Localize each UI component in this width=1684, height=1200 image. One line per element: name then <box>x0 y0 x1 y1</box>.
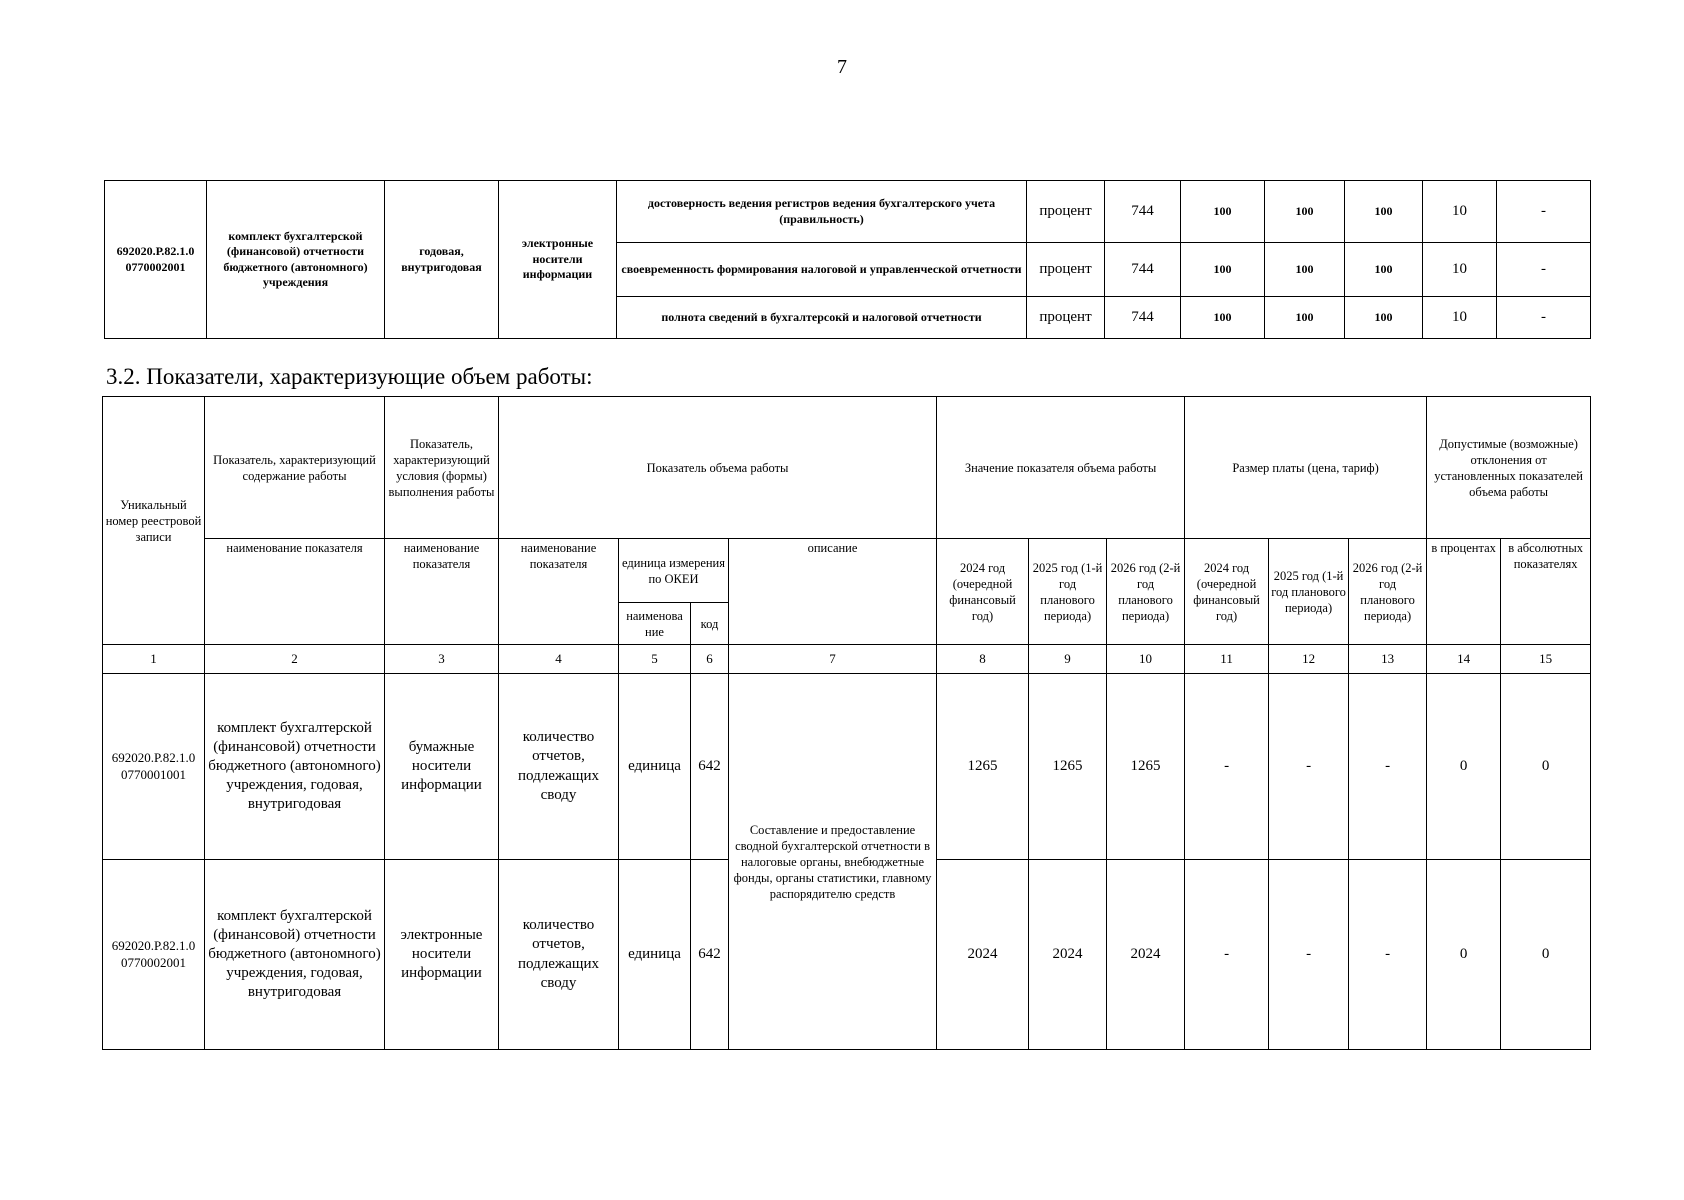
column-number: 12 <box>1269 645 1349 674</box>
indicator-cell: количество отчетов, подлежащих своду <box>499 860 619 1050</box>
deviation-percent-cell: 10 <box>1423 243 1497 297</box>
deviation-absolute-cell: - <box>1497 297 1591 339</box>
column-number: 10 <box>1107 645 1185 674</box>
content-cell: комплект бухгалтерской (финансовой) отчетности бюджетного (автономного) учреждения, годовая, внутригодовая <box>205 860 385 1050</box>
deviation-percent-cell: 0 <box>1427 674 1501 860</box>
code-cell: 642 <box>691 674 729 860</box>
column-number: 3 <box>385 645 499 674</box>
value-2025-cell: 1265 <box>1029 674 1107 860</box>
column-number: 2 <box>205 645 385 674</box>
deviation-absolute-cell: - <box>1497 243 1591 297</box>
header-okei-unit: единица измерения по ОКЕИ <box>619 539 729 603</box>
code-cell: 744 <box>1105 297 1181 339</box>
column-numbers-row <box>103 645 1591 674</box>
column-number: 6 <box>691 645 729 674</box>
value-2025-cell: 100 <box>1265 297 1345 339</box>
column-number: 7 <box>729 645 937 674</box>
deviation-absolute-cell: - <box>1497 181 1591 243</box>
value-2025-cell: 2024 <box>1029 860 1107 1050</box>
header-deviations: Допустимые (возможные) отклонения от установленных показателей объема работы <box>1427 397 1591 539</box>
header-volume-indicator: Показатель объема работы <box>499 397 937 539</box>
column-number: 5 <box>619 645 691 674</box>
header-volume-value: Значение показателя объема работы <box>937 397 1185 539</box>
header-row <box>103 539 1591 603</box>
unit-cell: процент <box>1027 243 1105 297</box>
criterion-cell: достоверность ведения регистров ведения бухгалтерского учета (правильность) <box>617 181 1027 243</box>
header-name-indicator: наименование показателя <box>385 539 499 645</box>
header-in-percent: в процентах <box>1427 539 1501 645</box>
fee-2026-cell: - <box>1349 674 1427 860</box>
column-number: 9 <box>1029 645 1107 674</box>
value-2025-cell: 100 <box>1265 243 1345 297</box>
form-cell: электронные носители информации <box>385 860 499 1050</box>
fee-2025-cell: - <box>1269 674 1349 860</box>
value-2024-cell: 100 <box>1181 297 1265 339</box>
value-2024-cell: 100 <box>1181 243 1265 297</box>
registry-number-cell: 692020.Р.82.1.0 0770002001 <box>103 860 205 1050</box>
volume-indicators-table <box>102 396 1591 1050</box>
header-fee-2026: 2026 год (2-й год планового периода) <box>1349 539 1427 645</box>
header-fee: Размер платы (цена, тариф) <box>1185 397 1427 539</box>
column-number: 14 <box>1427 645 1501 674</box>
header-name-indicator: наименование показателя <box>205 539 385 645</box>
unit-cell: единица <box>619 860 691 1050</box>
header-in-absolute: в абсолютных показателях <box>1501 539 1591 645</box>
form-cell: бумажные носители информации <box>385 674 499 860</box>
header-fee-2024: 2024 год (очередной финансовый год) <box>1185 539 1269 645</box>
code-cell: 744 <box>1105 181 1181 243</box>
deviation-absolute-cell: 0 <box>1501 674 1591 860</box>
header-fee-2025: 2025 год (1-й год планового периода) <box>1269 539 1349 645</box>
value-2026-cell: 100 <box>1345 297 1423 339</box>
criterion-cell: полнота сведений в бухгалтерсокй и налоговой отчетности <box>617 297 1027 339</box>
header-year-2026: 2026 год (2-й год планового периода) <box>1107 539 1185 645</box>
value-2024-cell: 100 <box>1181 181 1265 243</box>
value-2024-cell: 2024 <box>937 860 1029 1050</box>
column-number: 4 <box>499 645 619 674</box>
header-year-2024: 2024 год (очередной финансовый год) <box>937 539 1029 645</box>
quality-indicators-table <box>104 180 1591 339</box>
section-title: 3.2. Показатели, характеризующие объем работы: <box>106 364 593 389</box>
unit-cell: процент <box>1027 181 1105 243</box>
fee-2025-cell: - <box>1269 860 1349 1050</box>
column-number: 8 <box>937 645 1029 674</box>
table-row <box>103 674 1591 860</box>
header-content-indicator: Показатель, характеризующий содержание работы <box>205 397 385 539</box>
header-okei-code: код <box>691 603 729 645</box>
value-2026-cell: 1265 <box>1107 674 1185 860</box>
unit-cell: процент <box>1027 297 1105 339</box>
content-cell: комплект бухгалтерской (финансовой) отчетности бюджетного (автономного) учреждения <box>207 181 385 339</box>
deviation-percent-cell: 10 <box>1423 181 1497 243</box>
header-registry: Уникальный номер реестровой записи <box>103 397 205 645</box>
header-row <box>103 397 1591 539</box>
deviation-absolute-cell: 0 <box>1501 860 1591 1050</box>
code-cell: 744 <box>1105 243 1181 297</box>
value-2025-cell: 100 <box>1265 181 1345 243</box>
header-okei-name: наименова ние <box>619 603 691 645</box>
value-2026-cell: 100 <box>1345 243 1423 297</box>
header-name-indicator: наименование показателя <box>499 539 619 645</box>
fee-2024-cell: - <box>1185 860 1269 1050</box>
criterion-cell: своевременность формирования налоговой и управленческой отчетности <box>617 243 1027 297</box>
code-cell: 642 <box>691 860 729 1050</box>
column-number: 11 <box>1185 645 1269 674</box>
header-conditions-indicator: Показатель, характеризующий условия (формы) выполнения работы <box>385 397 499 539</box>
deviation-percent-cell: 0 <box>1427 860 1501 1050</box>
column-number: 15 <box>1501 645 1591 674</box>
registry-number-cell: 692020.Р.82.1.0 0770002001 <box>105 181 207 339</box>
header-year-2025: 2025 год (1-й год планового периода) <box>1029 539 1107 645</box>
periodicity-cell: годовая, внутригодовая <box>385 181 499 339</box>
value-2024-cell: 1265 <box>937 674 1029 860</box>
header-description: описание <box>729 539 937 645</box>
unit-cell: единица <box>619 674 691 860</box>
form-cell: электронные носители информации <box>499 181 617 339</box>
description-cell: Составление и предоставление сводной бухгалтерской отчетности в налоговые органы, внебюджетные фонды, органы статистики, главному распорядителю средств <box>729 674 937 1050</box>
table-row <box>105 181 1591 243</box>
content-cell: комплект бухгалтерской (финансовой) отчетности бюджетного (автономного) учреждения, годовая, внутригодовая <box>205 674 385 860</box>
registry-number-cell: 692020.Р.82.1.0 0770001001 <box>103 674 205 860</box>
page-number: 7 <box>837 56 847 78</box>
deviation-percent-cell: 10 <box>1423 297 1497 339</box>
column-number: 1 <box>103 645 205 674</box>
fee-2024-cell: - <box>1185 674 1269 860</box>
column-number: 13 <box>1349 645 1427 674</box>
indicator-cell: количество отчетов, подлежащих своду <box>499 674 619 860</box>
value-2026-cell: 100 <box>1345 181 1423 243</box>
fee-2026-cell: - <box>1349 860 1427 1050</box>
value-2026-cell: 2024 <box>1107 860 1185 1050</box>
